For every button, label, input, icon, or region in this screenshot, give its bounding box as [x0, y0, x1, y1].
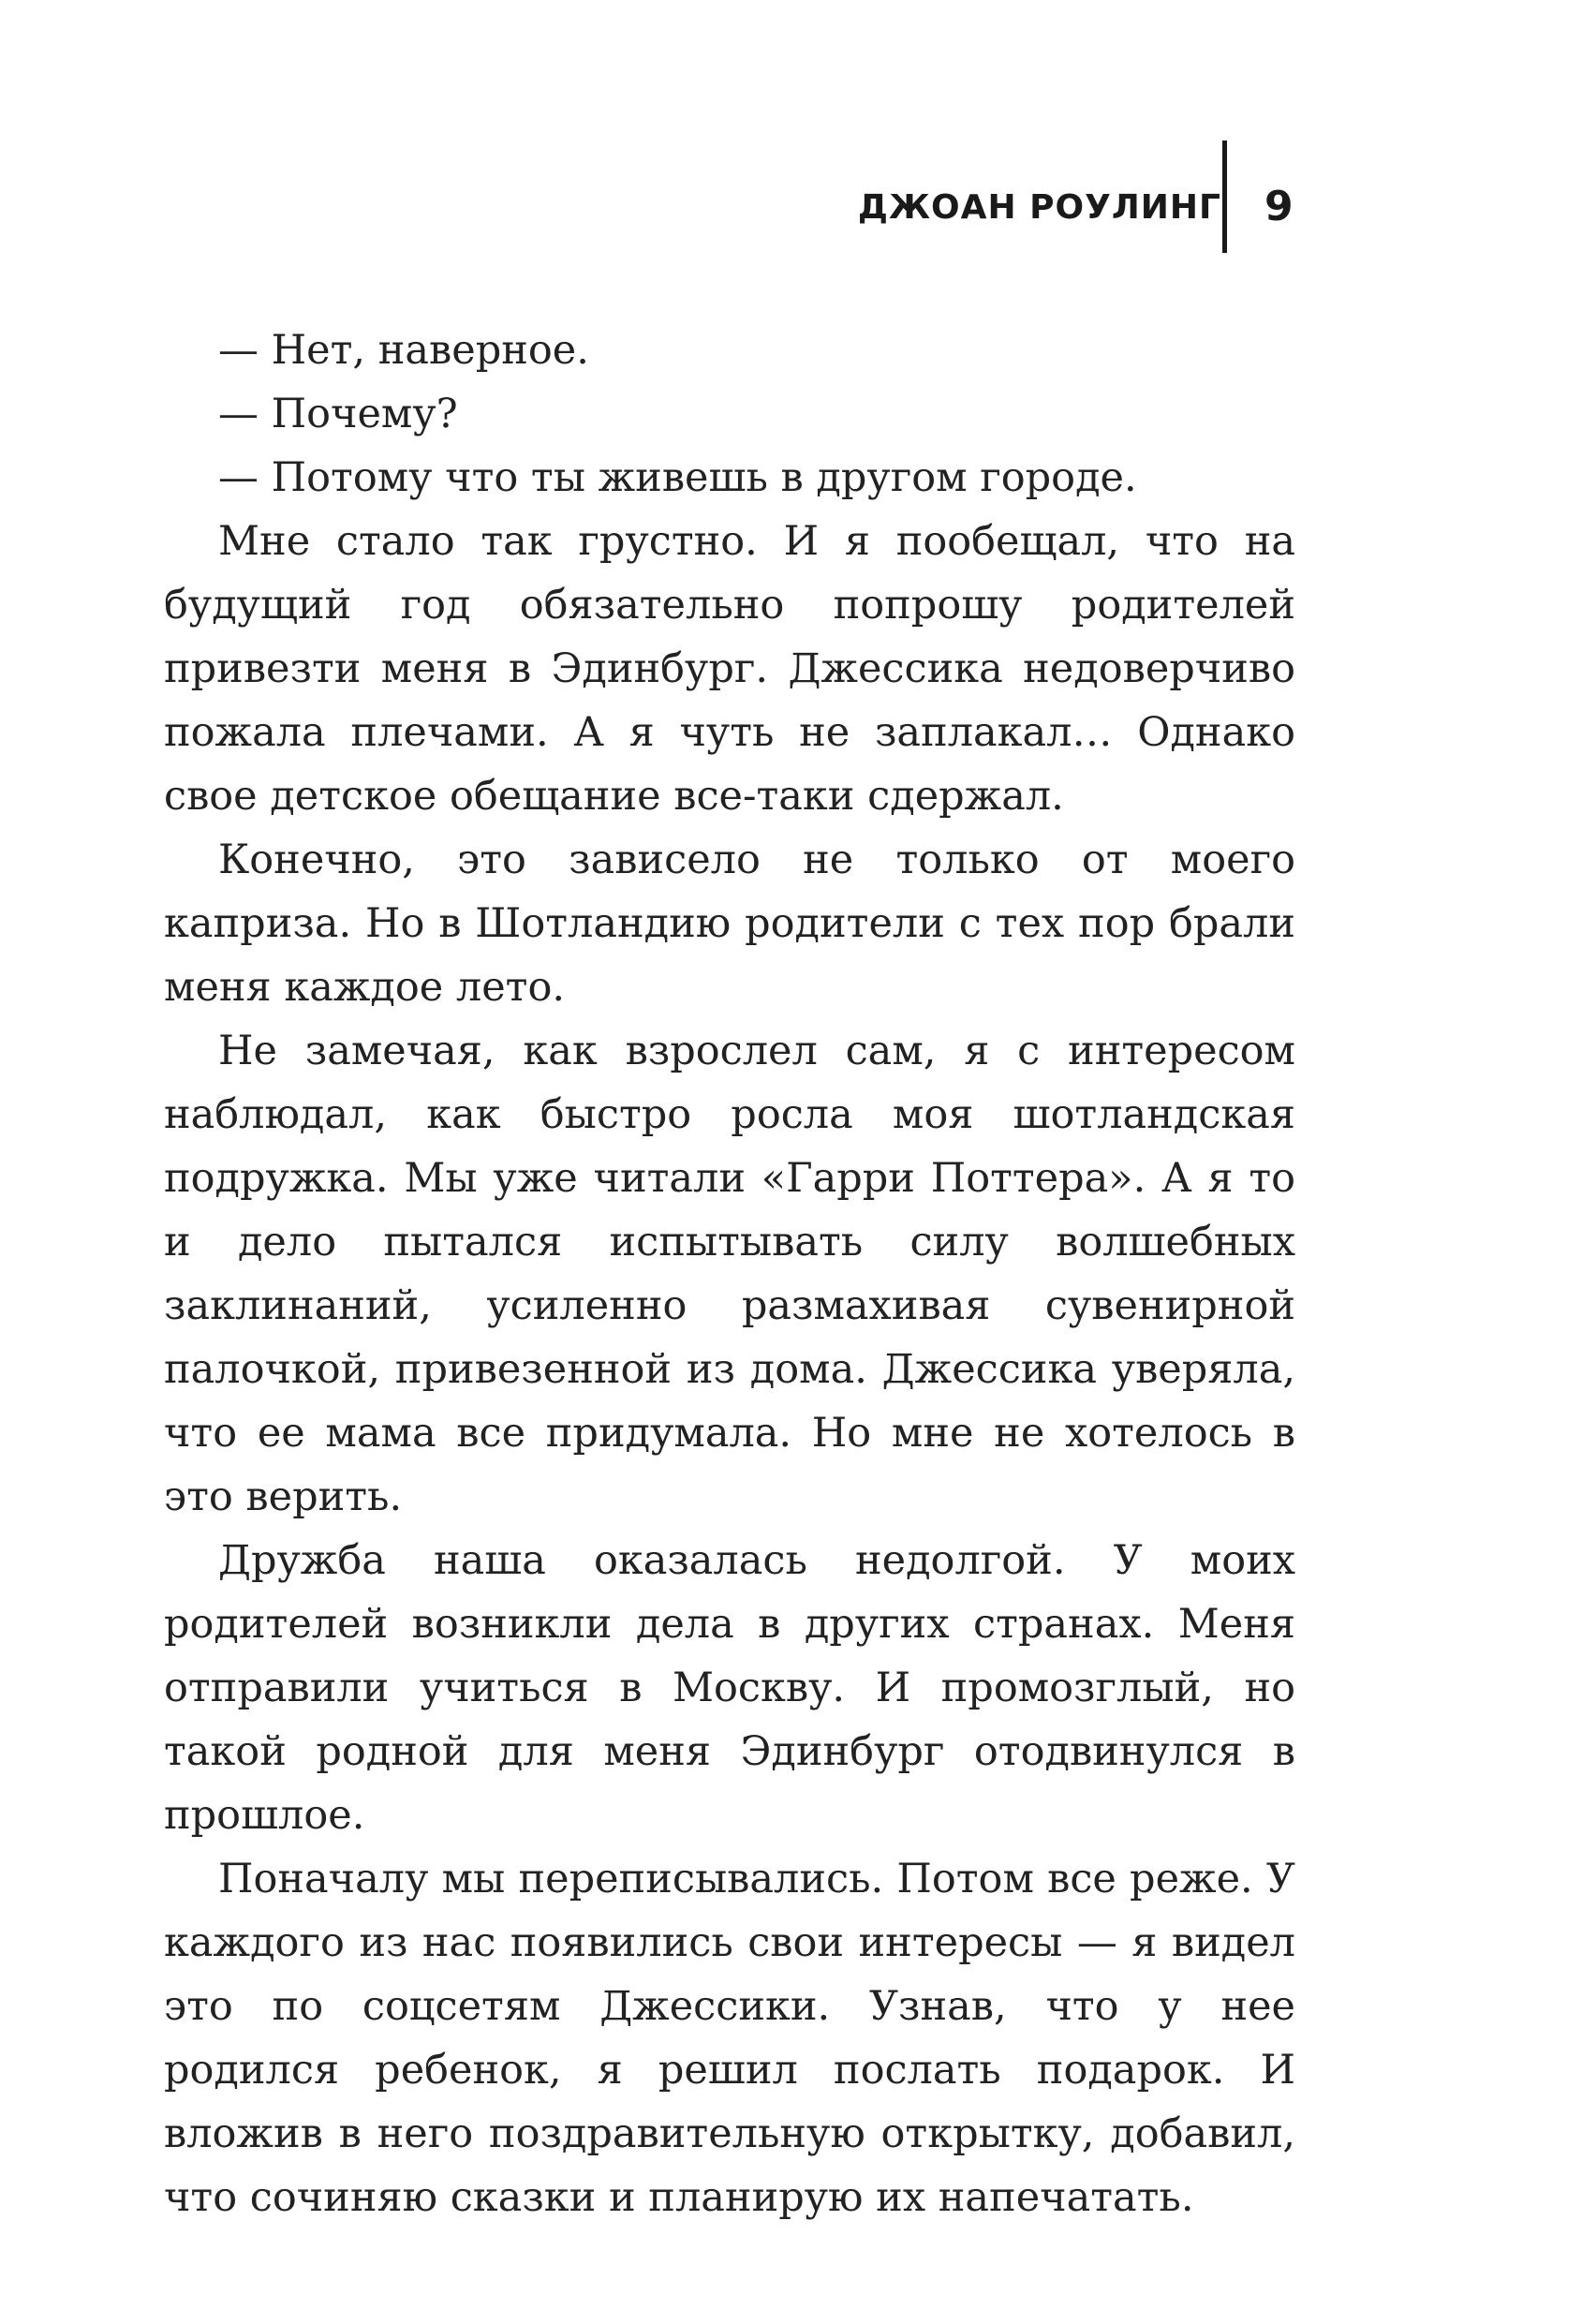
- paragraph-dialogue-2: — Почему?: [218, 391, 458, 437]
- body-text: [164, 318, 1295, 2229]
- paragraph: Мне стало так грустно. И я пообещал, что на будущий год обязательно попрошу родителей привезти меня в Эдинбург. Джессика недоверчиво пожала плечами. А я чуть не заплакал… Однако свое детское обещание все-таки сдержал.: [164, 518, 1295, 820]
- running-head-author: ДЖОАН РОУЛИНГ: [857, 188, 1221, 227]
- paragraph-dialogue-3: — Потому что ты живешь в другом городе.: [218, 454, 1137, 501]
- paragraph: Конечно, это зависело не только от моего каприза. Но в Шотландию родители с тех пор брали меня каждое лето.: [164, 836, 1295, 1011]
- page-number: 9: [1264, 183, 1294, 230]
- paragraph: Не замечая, как взрослел сам, я с интересом наблюдал, как быстро росла моя шотландская подружка. Мы уже читали «Гарри Поттера». А я то и дело пытался испытывать силу волшебных заклинаний, усиленно размахивая сувенирной палочкой, привезенной из дома. Джессика уверяла, что ее мама все придумала. Но мне не хотелось в это верить.: [164, 1028, 1295, 1520]
- paragraph: Дружба наша оказалась недолгой. У моих родителей возникли дела в других странах. Меня отправили учиться в Москву. И промозглый, но такой родной для меня Эдинбург отодвинулся в прошлое.: [164, 1537, 1295, 1839]
- paragraph: Поначалу мы переписывались. Потом все реже. У каждого из нас появились свои интересы — я видел это по соцсетям Джессики. Узнав, что у нее родился ребенок, я решил послать подарок. И вложив в него поздравительную открытку, добавил, что сочиняю сказки и планирую их напечатать.: [164, 1856, 1295, 2221]
- running-head-divider: [1222, 141, 1227, 253]
- running-head: [0, 131, 1582, 262]
- paragraph-dialogue-1: — Нет, наверное.: [218, 327, 589, 374]
